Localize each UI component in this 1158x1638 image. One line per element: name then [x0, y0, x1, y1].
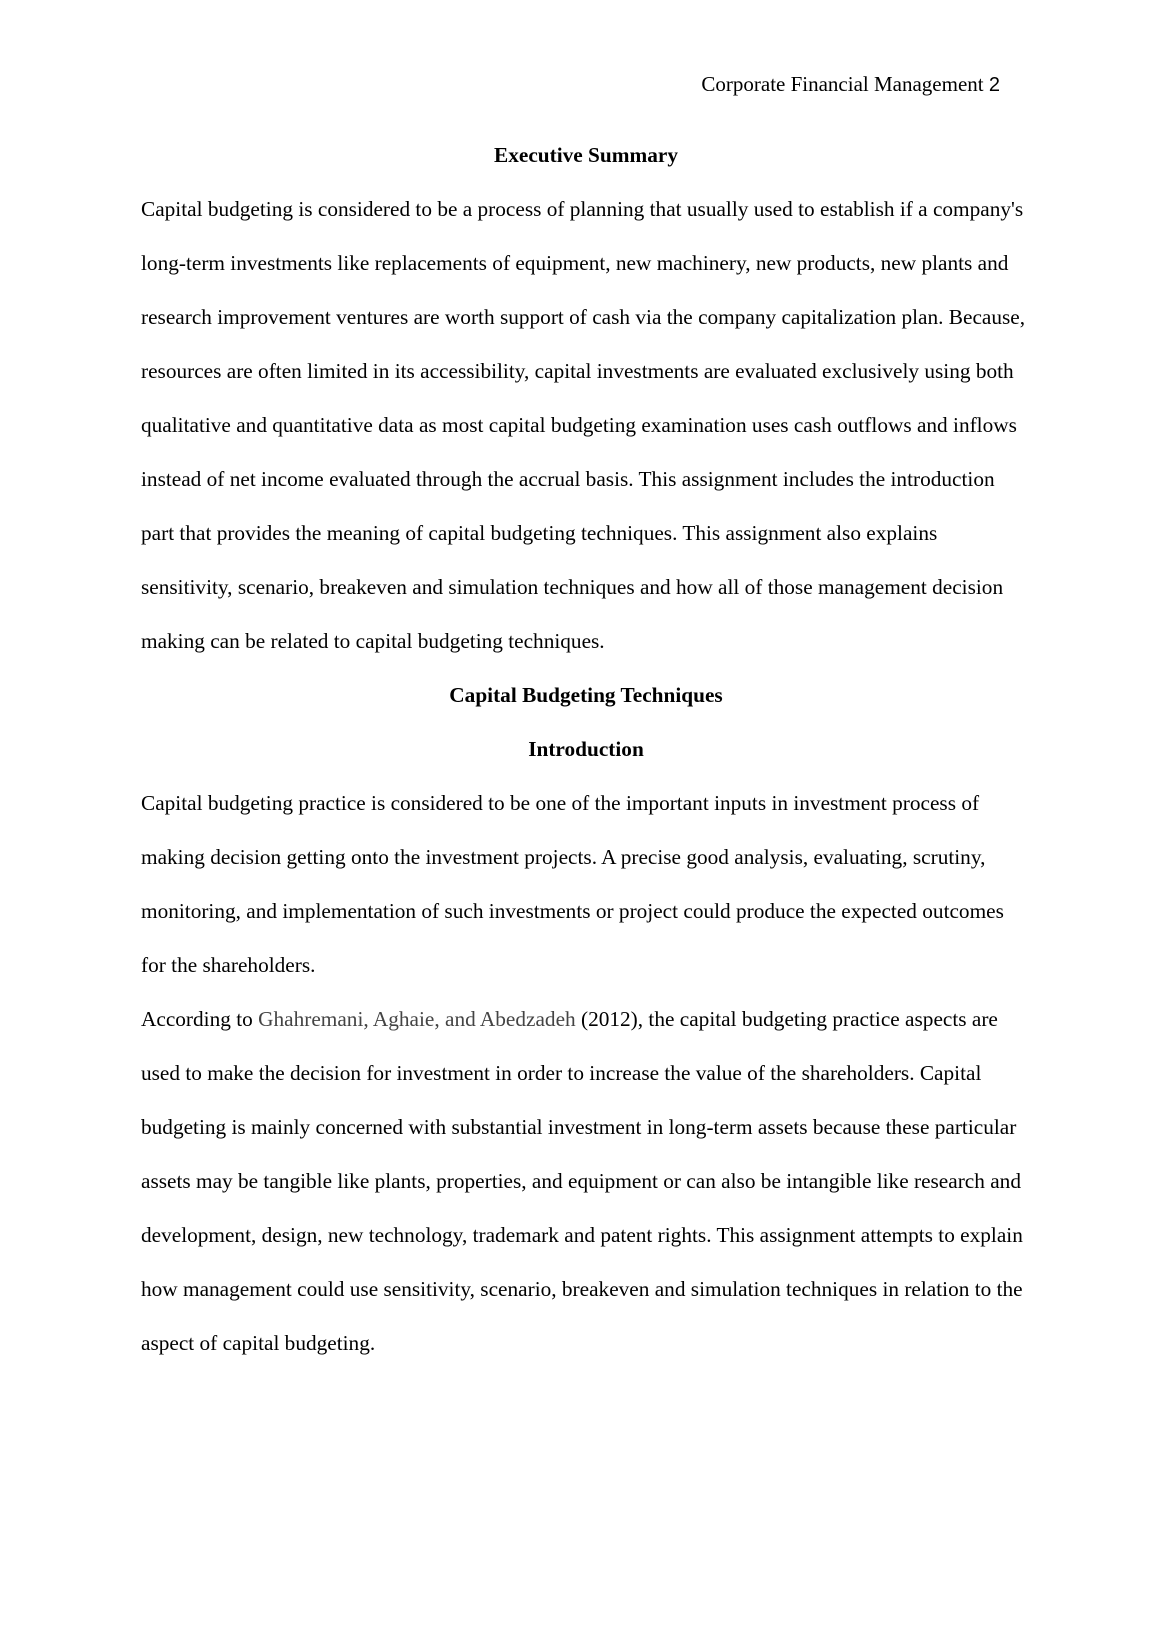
executive-summary-heading: Executive Summary — [494, 143, 678, 167]
executive-summary-paragraph: Capital budgeting is considered to be a process of planning that usually used to establish if a company's long-term investments like replacements of equipment, new machinery, new products, new plants and research improvement ventures are worth support of cash via the company capitalization plan. Because, resources are often limited in its accessibility, capital investments are evaluated exclusively using both qualitative and quantitative data as most capital budgeting examination uses cash outflows and inflows instead of net income evaluated through the accrual basis. This assignment includes the introduction part that provides the meaning of capital budgeting techniques. This assignment also explains sensitivity, scenario, breakeven and simulation techniques and how all of those management decision making can be related to capital budgeting techniques. — [141, 197, 1026, 653]
citation-authors: Ghahremani, Aghaie, and Abedzadeh — [258, 1007, 576, 1031]
paragraph-2-suffix: (2012), the capital budgeting practice aspects are used to make the decision for investment in order to increase the value of the shareholders. Capital budgeting is mainly concerned with substantial investment in long-term assets because these particular assets may be tangible like plants, properties, and equipment or can also be intangible like research and development, design, new technology, trademark and patent rights. This assignment attempts to explain how management could use sensitivity, scenario, breakeven and simulation techniques in relation to the aspect of capital budgeting. — [141, 1007, 1023, 1355]
introduction-heading: Introduction — [528, 737, 644, 761]
capital-budgeting-heading: Capital Budgeting Techniques — [449, 683, 723, 707]
paragraph-2-prefix: According to — [141, 1007, 259, 1031]
document-body — [141, 128, 1031, 1370]
page-header — [701, 70, 1000, 99]
page-number: 2 — [988, 74, 1000, 96]
introduction-paragraph-2 — [141, 992, 1031, 1370]
introduction-paragraph-1: Capital budgeting practice is considered to be one of the important inputs in investment process of making decision getting onto the investment projects. A precise good analysis, evaluating, scrutiny, monitoring, and implementation of such investments or project could produce the expected outcomes for the shareholders. — [141, 791, 1004, 977]
running-title: Corporate Financial Management — [701, 72, 989, 96]
